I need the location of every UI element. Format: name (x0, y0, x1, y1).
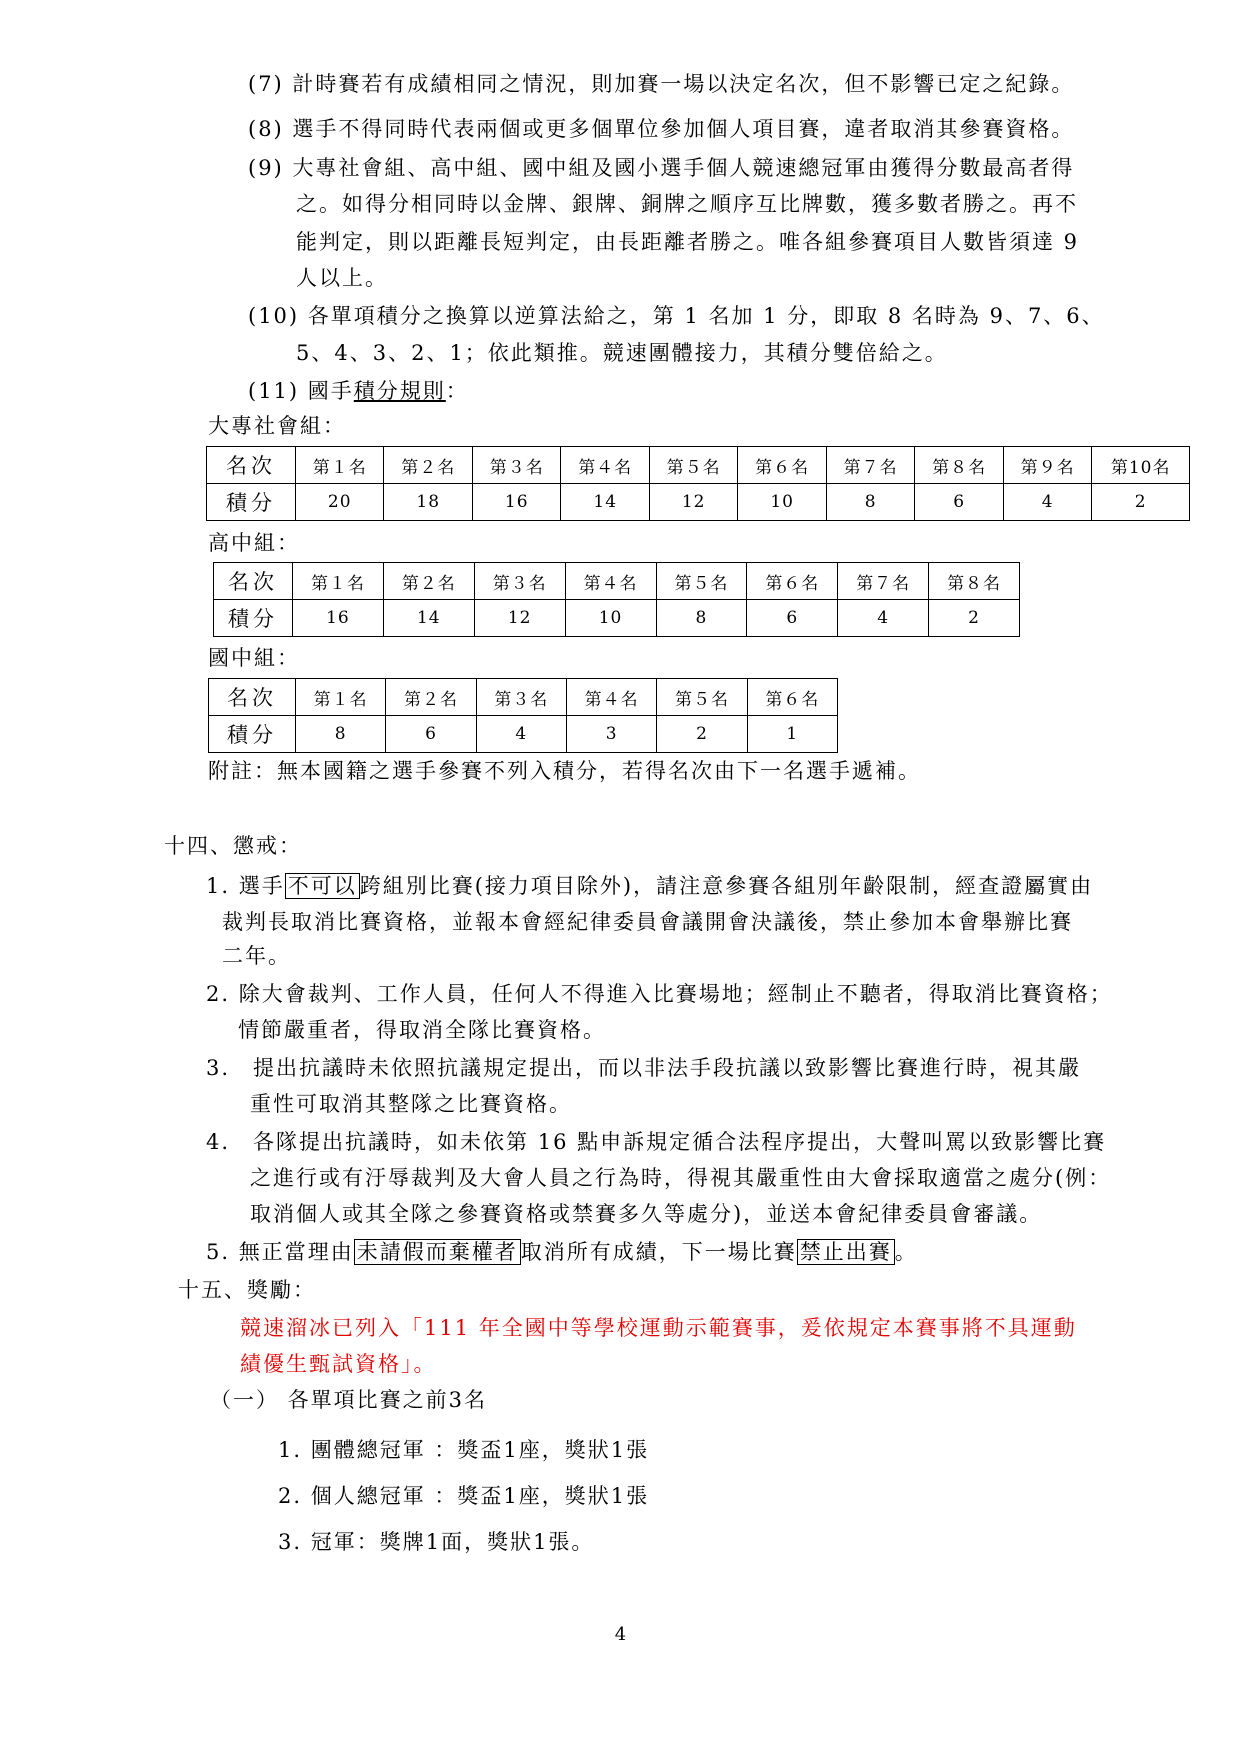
rank-cell: 第４名 (565, 563, 656, 600)
points-cell: 6 (915, 484, 1003, 521)
rank-cell: 第４名 (566, 679, 656, 716)
rank-header-cell: 名次 (207, 447, 296, 484)
section-15-subheading: （一） 各單項比賽之前3名 (210, 1388, 488, 1412)
section-14-item-1-line2: 裁判長取消比賽資格，並報本會經紀律委員會議開會決議後，禁止參加本會舉辦比賽 (222, 910, 1073, 934)
section-14-item-4-line3: 取消個人或其全隊之參賽資格或禁賽多久等處分)，並送本會紀律委員會審議。 (250, 1202, 1043, 1226)
points-cell: 1 (747, 716, 837, 753)
rank-cell: 第９名 (1003, 447, 1091, 484)
points-cell: 4 (838, 600, 929, 637)
section-14-item-4: 4. 各隊提出抗議時，如未依第 16 點申訴規定循合法程序提出，大聲叫罵以致影響比賽 (206, 1130, 1107, 1154)
rule-11-prefix: (11) 國手 (248, 379, 354, 403)
points-table-university (206, 446, 1190, 521)
points-table-highschool (213, 562, 1020, 637)
rank-cell: 第３名 (472, 447, 560, 484)
rank-cell: 第７名 (838, 563, 929, 600)
rule-9-line1: (9) 大專社會組、高中組、國中組及國小選手個人競速總冠軍由獲得分數最高者得 (248, 156, 1075, 180)
rank-cell: 第２名 (384, 447, 472, 484)
points-cell: 14 (561, 484, 649, 521)
points-cell: 4 (476, 716, 566, 753)
award-item-2: 2. 個人總冠軍 ：獎盃1座，獎狀1張 (278, 1484, 650, 1508)
table-row (207, 447, 1190, 484)
section-14-item-1 (206, 872, 1093, 900)
rank-cell: 第５名 (649, 447, 737, 484)
award-item-1: 1. 團體總冠軍 ：獎盃1座，獎狀1張 (278, 1438, 650, 1462)
item-1-text-a: 1. 選手 (206, 874, 285, 898)
rank-cell: 第６名 (747, 563, 838, 600)
rule-11 (248, 377, 469, 405)
points-cell: 18 (384, 484, 472, 521)
rank-cell: 第２名 (386, 679, 476, 716)
rank-cell: 第５名 (657, 679, 747, 716)
points-cell: 2 (1092, 484, 1190, 521)
rule-9-line4: 人以上。 (296, 266, 388, 290)
rank-cell: 第１名 (293, 563, 384, 600)
item-1-boxed-text: 不可以 (285, 873, 360, 899)
section-14-item-3-line2: 重性可取消其整隊之比賽資格。 (250, 1092, 572, 1116)
points-cell: 16 (293, 600, 384, 637)
rank-cell: 第２名 (383, 563, 474, 600)
rule-9-line3: 能判定，則以距離長短判定，由長距離者勝之。唯各組參賽項目人數皆須達 9 (296, 230, 1080, 254)
points-cell: 10 (738, 484, 826, 521)
item-5-boxed-text-1: 未請假而棄權者 (354, 1239, 521, 1265)
points-header-cell: 積分 (209, 716, 296, 753)
section-15-title: 十五、獎勵： (178, 1278, 316, 1302)
section-15-red-notice-line1: 競速溜冰已列入「111 年全國中等學校運動示範賽事，爰依規定本賽事將不具運動 (240, 1316, 1077, 1340)
rule-10-line1: (10) 各單項積分之換算以逆算法給之，第 1 名加 1 分，即取 8 名時為 9、7、6、 (248, 304, 1105, 328)
points-cell: 2 (657, 716, 747, 753)
rank-cell: 第３名 (476, 679, 566, 716)
rank-cell: 第１名 (296, 447, 384, 484)
points-cell: 8 (826, 484, 914, 521)
rank-cell: 第３名 (474, 563, 565, 600)
points-table-juniorhigh (208, 678, 838, 753)
points-cell: 14 (383, 600, 474, 637)
rank-cell: 第８名 (929, 563, 1020, 600)
points-cell: 20 (296, 484, 384, 521)
points-cell: 10 (565, 600, 656, 637)
item-1-text-b: 跨組別比賽(接力項目除外)，請注意參賽各組別年齡限制，經查證屬實由 (359, 874, 1094, 898)
rank-cell: 第１名 (296, 679, 386, 716)
item-5-boxed-text-2: 禁止出賽 (797, 1239, 895, 1265)
rule-11-suffix: ： (445, 379, 469, 403)
points-header-cell: 積分 (214, 600, 293, 637)
points-header-cell: 積分 (207, 484, 296, 521)
rank-header-cell: 名次 (214, 563, 293, 600)
section-15-red-notice-line2: 績優生甄試資格」。 (240, 1352, 437, 1376)
award-item-3: 3. 冠軍：獎牌1面，獎狀1張。 (278, 1530, 595, 1554)
table-row (209, 679, 838, 716)
item-5-text-c: 。 (894, 1240, 918, 1264)
section-14-item-2: 2. 除大會裁判、工作人員，任何人不得進入比賽場地；經制止不聽者，得取消比賽資格； (206, 982, 1113, 1006)
rule-10-line2: 5、4、3、2、1；依此類推。競速團體接力，其積分雙倍給之。 (296, 341, 948, 365)
table-row (214, 563, 1020, 600)
rule-8: (8) 選手不得同時代表兩個或更多個單位參加個人項目賽，違者取消其參賽資格。 (248, 117, 1075, 141)
section-14-item-4-line2: 之進行或有汙辱裁判及大會人員之行為時，得視其嚴重性由大會採取適當之處分(例： (250, 1166, 1112, 1190)
points-cell: 4 (1003, 484, 1091, 521)
page-number: 4 (614, 1624, 627, 1645)
section-14-title: 十四、懲戒： (164, 834, 302, 858)
table-row (209, 716, 838, 753)
table-juniorhigh-label: 國中組： (208, 646, 300, 670)
points-cell: 3 (566, 716, 656, 753)
rule-9-line2: 之。如得分相同時以金牌、銀牌、銅牌之順序互比牌數，獲多數者勝之。再不 (296, 192, 1078, 216)
item-5-text-a: 5. 無正當理由 (206, 1240, 354, 1264)
section-14-item-3: 3. 提出抗議時未依照抗議規定提出，而以非法手段抗議以致影響比賽進行時，視其嚴 (206, 1056, 1082, 1080)
points-cell: 8 (296, 716, 386, 753)
section-14-item-1-line3: 二年。 (222, 944, 291, 968)
table-row (207, 484, 1190, 521)
rank-header-cell: 名次 (209, 679, 296, 716)
rank-cell: 第６名 (738, 447, 826, 484)
points-cell: 6 (386, 716, 476, 753)
section-14-item-5 (206, 1238, 918, 1266)
points-cell: 8 (656, 600, 747, 637)
item-5-text-b: 取消所有成績，下一場比賽 (520, 1240, 797, 1264)
rule-7: (7) 計時賽若有成績相同之情況，則加賽一場以決定名次，但不影響已定之紀錄。 (248, 72, 1075, 96)
rank-cell: 第５名 (656, 563, 747, 600)
table-highschool-label: 高中組： (208, 531, 300, 555)
points-cell: 16 (472, 484, 560, 521)
rank-cell: 第６名 (747, 679, 837, 716)
table-university-label: 大專社會組： (208, 414, 346, 438)
rank-cell: 第10名 (1092, 447, 1190, 484)
points-cell: 6 (747, 600, 838, 637)
table-row (214, 600, 1020, 637)
points-cell: 12 (649, 484, 737, 521)
rank-cell: 第８名 (915, 447, 1003, 484)
section-14-item-2-line2: 情節嚴重者，得取消全隊比賽資格。 (238, 1018, 606, 1042)
points-cell: 2 (929, 600, 1020, 637)
rank-cell: 第４名 (561, 447, 649, 484)
rank-cell: 第７名 (826, 447, 914, 484)
points-cell: 12 (474, 600, 565, 637)
rule-11-underlined: 積分規則 (353, 379, 446, 403)
table-footnote: 附註：無本國籍之選手參賽不列入積分，若得名次由下一名選手遞補。 (208, 759, 921, 783)
